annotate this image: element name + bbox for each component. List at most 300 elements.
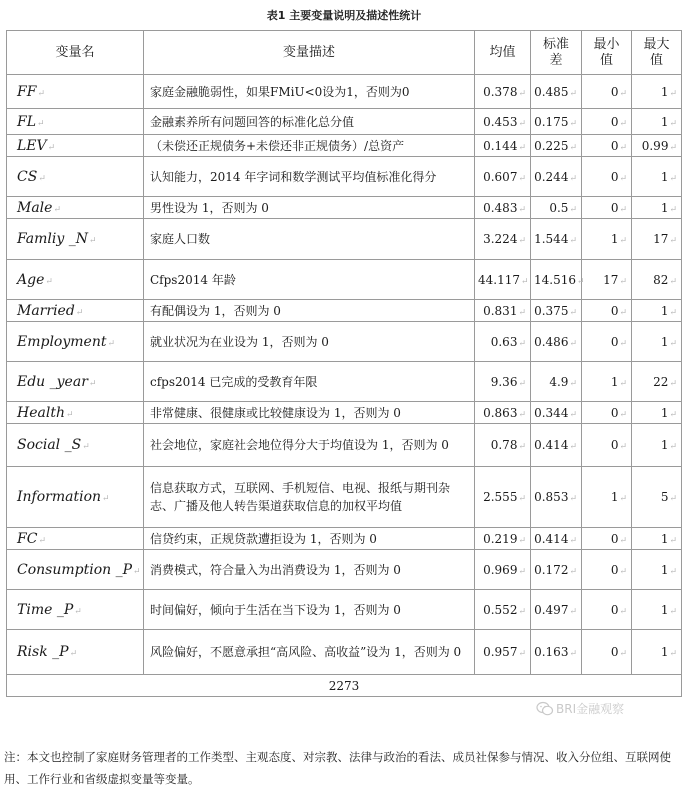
sd-cell — [531, 630, 582, 675]
paragraph-mark-icon: ↵ — [619, 442, 627, 452]
paragraph-mark-icon: ↵ — [569, 88, 577, 99]
var-desc-cell — [144, 300, 475, 322]
paragraph-mark-icon: ↵ — [521, 276, 529, 287]
paragraph-mark-icon: ↵ — [669, 649, 677, 659]
sd-cell — [531, 260, 585, 300]
paragraph-mark-icon: ↵ — [619, 88, 627, 99]
max-cell — [632, 402, 682, 424]
mean-cell — [475, 402, 531, 424]
paragraph-mark-icon: ↵ — [619, 276, 627, 287]
max-cell — [632, 630, 682, 675]
paragraph-mark-icon: ↵ — [669, 88, 677, 99]
min-cell — [582, 300, 632, 322]
max-cell-text: 1 — [660, 562, 669, 577]
var-desc-cell — [144, 197, 475, 219]
mean-cell-text: 0.219 — [483, 531, 518, 546]
var-name-cell — [7, 322, 144, 362]
var-desc-cell — [144, 157, 475, 197]
sd-cell — [531, 362, 582, 402]
min-cell — [582, 135, 632, 157]
paragraph-mark-icon: ↵ — [518, 606, 526, 617]
min-cell — [582, 197, 632, 219]
var-name-cell-text: Employment — [17, 333, 107, 350]
min-cell-text: 1 — [610, 374, 619, 389]
paragraph-mark-icon: ↵ — [88, 378, 97, 389]
paragraph-mark-icon: ↵ — [102, 494, 110, 504]
mean-cell — [475, 260, 531, 300]
wechat-icon — [536, 701, 554, 717]
paragraph-mark-icon: ↵ — [669, 307, 677, 318]
paragraph-mark-icon: ↵ — [669, 442, 677, 452]
paragraph-mark-icon: ↵ — [518, 118, 526, 129]
sd-cell-text: 0.5 — [549, 200, 569, 215]
paragraph-mark-icon: ↵ — [569, 338, 577, 349]
header-row — [7, 31, 682, 75]
var-desc-cell — [144, 550, 475, 590]
min-cell — [582, 528, 632, 550]
paragraph-mark-icon: ↵ — [569, 409, 577, 420]
paragraph-mark-icon: ↵ — [619, 494, 627, 504]
var-desc-cell — [144, 590, 475, 630]
var-desc-cell-text: 家庭金融脆弱性，如果FMiU<0设为1，否则为0 — [150, 84, 410, 99]
var-name-cell — [7, 197, 144, 219]
max-cell-text: 1 — [660, 334, 669, 349]
paragraph-mark-icon: ↵ — [518, 494, 526, 504]
var-desc-cell-text: 信息获取方式，互联网、手机短信、电视、报纸与期刊杂志、广播及他人转告渠道获取信息的加权平均值 — [150, 481, 451, 513]
paragraph-mark-icon: ↵ — [569, 118, 577, 129]
paragraph-mark-icon: ↵ — [619, 307, 627, 318]
table-row — [7, 157, 682, 197]
paragraph-mark-icon: ↵ — [669, 409, 677, 420]
mean-cell — [475, 157, 531, 197]
paragraph-mark-icon: ↵ — [569, 236, 577, 246]
stats-table — [6, 30, 682, 697]
sample-size: 2273 — [328, 678, 360, 693]
var-name-cell-text: Time _P — [17, 601, 74, 618]
mean-cell — [475, 590, 531, 630]
mean-cell-text: 0.63 — [490, 334, 518, 349]
max-cell-text: 1 — [660, 405, 669, 420]
table-row — [7, 197, 682, 219]
max-cell — [632, 424, 682, 467]
var-desc-cell-text: 认知能力，2014 年字词和数学测试平均值标准化得分 — [150, 169, 437, 184]
max-cell-text: 1 — [660, 114, 669, 129]
var-desc-cell-text: 男性设为 1，否则为 0 — [150, 200, 269, 215]
min-cell-text: 17 — [603, 272, 619, 287]
var-name-cell-text: Social _S — [17, 437, 82, 453]
sd-cell — [531, 402, 582, 424]
paragraph-mark-icon: ↵ — [107, 338, 116, 349]
mean-cell-text: 0.144 — [483, 138, 518, 153]
mean-cell-text: 0.957 — [483, 645, 518, 659]
paragraph-mark-icon: ↵ — [569, 566, 577, 577]
paragraph-mark-icon: ↵ — [619, 535, 627, 546]
var-name-cell — [7, 467, 144, 528]
var-name-cell — [7, 300, 144, 322]
mean-cell — [475, 362, 531, 402]
var-name-cell-text: FL — [17, 113, 37, 130]
header-sd-text: 标准差 — [542, 36, 569, 68]
max-cell-text: 1 — [660, 200, 669, 215]
paragraph-mark-icon: ↵ — [619, 236, 627, 246]
mean-cell-text: 0.831 — [483, 303, 518, 318]
sd-cell — [531, 157, 582, 197]
header-max-text: 最大值 — [643, 36, 670, 68]
paragraph-mark-icon: ↵ — [38, 173, 46, 184]
max-cell — [632, 109, 682, 135]
paragraph-mark-icon: ↵ — [569, 649, 577, 659]
var-name-cell-text: Health — [17, 404, 65, 421]
table-row — [7, 402, 682, 424]
min-cell-text: 0 — [610, 138, 619, 153]
max-cell-text: 0.99 — [641, 138, 669, 153]
sd-cell-text: 0.175 — [534, 114, 569, 129]
var-desc-cell — [144, 75, 475, 109]
paragraph-mark-icon: ↵ — [669, 276, 677, 287]
mean-cell — [475, 467, 531, 528]
min-cell — [582, 590, 632, 630]
paragraph-mark-icon: ↵ — [518, 307, 526, 318]
table-row — [7, 467, 682, 528]
var-name-cell — [7, 135, 144, 157]
table-row — [7, 362, 682, 402]
var-desc-cell — [144, 109, 475, 135]
max-cell-text: 22 — [653, 374, 669, 389]
max-cell — [632, 528, 682, 550]
var-desc-cell — [144, 322, 475, 362]
total-cell — [7, 675, 682, 697]
min-cell — [582, 467, 632, 528]
sd-cell-text: 0.375 — [534, 303, 569, 318]
mean-cell — [475, 424, 531, 467]
paragraph-mark-icon: ↵ — [669, 173, 677, 184]
var-name-cell-text: Consumption _P — [17, 561, 133, 578]
mean-cell — [475, 135, 531, 157]
var-desc-cell — [144, 362, 475, 402]
header-sd — [531, 31, 582, 75]
table-row — [7, 590, 682, 630]
paragraph-mark-icon: ↵ — [88, 236, 97, 246]
var-desc-cell-text: 非常健康、很健康或比较健康设为 1，否则为 0 — [150, 405, 401, 420]
max-cell — [632, 322, 682, 362]
table-row — [7, 322, 682, 362]
var-name-cell-text: FC — [17, 530, 38, 547]
table-row — [7, 300, 682, 322]
var-name-cell-text: Edu _year — [17, 373, 88, 390]
sd-cell — [531, 322, 582, 362]
paragraph-mark-icon: ↵ — [669, 566, 677, 577]
mean-cell-text: 0.969 — [483, 562, 518, 577]
paragraph-mark-icon: ↵ — [518, 338, 526, 349]
min-cell-text: 0 — [610, 438, 619, 452]
mean-cell-text: 0.552 — [483, 602, 518, 617]
mean-cell-text: 0.378 — [483, 84, 518, 99]
min-cell — [582, 550, 632, 590]
sd-cell — [531, 528, 582, 550]
sd-cell-text: 0.163 — [534, 645, 569, 659]
paragraph-mark-icon: ↵ — [669, 378, 677, 389]
paragraph-mark-icon: ↵ — [569, 606, 577, 617]
sd-cell — [531, 550, 582, 590]
paragraph-mark-icon: ↵ — [569, 378, 577, 389]
max-cell-text: 1 — [660, 438, 669, 452]
sd-cell-text: 0.485 — [534, 84, 569, 99]
var-name-cell-text: Age — [17, 271, 45, 288]
table-row — [7, 550, 682, 590]
paragraph-mark-icon: ↵ — [669, 338, 677, 349]
paragraph-mark-icon: ↵ — [619, 409, 627, 420]
sd-cell — [531, 197, 582, 219]
paragraph-mark-icon: ↵ — [619, 566, 627, 577]
max-cell-text: 82 — [653, 272, 669, 287]
header-mean: 均值 — [475, 31, 531, 75]
sd-cell-text: 0.344 — [534, 405, 569, 420]
sd-cell — [531, 135, 582, 157]
var-desc-cell-text: 有配偶设为 1，否则为 0 — [150, 303, 281, 318]
header-name: 变量名 — [7, 31, 144, 75]
table-row — [7, 135, 682, 157]
paragraph-mark-icon: ↵ — [69, 649, 78, 659]
var-desc-cell-text: 消费模式，符合量入为出消费设为 1，否则为 0 — [150, 562, 401, 577]
var-name-cell — [7, 219, 144, 260]
var-desc-cell — [144, 402, 475, 424]
sd-cell — [531, 109, 582, 135]
paragraph-mark-icon: ↵ — [518, 378, 526, 389]
paragraph-mark-icon: ↵ — [619, 606, 627, 617]
var-desc-cell-text: 就业状况为在业设为 1，否则为 0 — [150, 334, 329, 349]
mean-cell — [475, 630, 531, 675]
var-name-cell-text: Information — [17, 489, 102, 505]
sd-cell — [531, 219, 582, 260]
min-cell-text: 0 — [610, 84, 619, 99]
table-row — [7, 528, 682, 550]
watermark — [536, 700, 686, 720]
paragraph-mark-icon: ↵ — [74, 606, 82, 617]
paragraph-mark-icon: ↵ — [38, 535, 46, 546]
sd-cell-text: 1.544 — [534, 232, 569, 246]
min-cell-text: 0 — [610, 405, 619, 420]
table-row — [7, 75, 682, 109]
mean-cell — [475, 322, 531, 362]
max-cell — [632, 135, 682, 157]
max-cell-text: 1 — [660, 602, 669, 617]
var-desc-cell — [144, 528, 475, 550]
var-name-cell-text: Risk _P — [17, 644, 69, 660]
var-name-cell — [7, 550, 144, 590]
min-cell — [582, 362, 632, 402]
sd-cell-text: 0.414 — [534, 438, 569, 452]
sd-cell-text: 0.853 — [534, 490, 569, 504]
paragraph-mark-icon: ↵ — [569, 494, 577, 504]
max-cell-text: 1 — [660, 645, 669, 659]
min-cell-text: 0 — [610, 303, 619, 318]
mean-cell — [475, 219, 531, 260]
var-desc-cell-text: Cfps2014 年龄 — [150, 272, 236, 287]
paragraph-mark-icon: ↵ — [569, 307, 577, 318]
max-cell — [632, 362, 682, 402]
var-desc-cell-text: 信贷约束，正规贷款遭拒设为 1，否则为 0 — [150, 531, 377, 546]
paragraph-mark-icon: ↵ — [669, 118, 677, 129]
var-desc-cell — [144, 630, 475, 675]
sd-cell-text: 0.486 — [534, 334, 569, 349]
sd-cell-text: 0.172 — [534, 562, 569, 577]
header-desc: 变量描述 — [144, 31, 475, 75]
min-cell-text: 0 — [610, 200, 619, 215]
paragraph-mark-icon: ↵ — [569, 142, 577, 153]
paragraph-mark-icon: ↵ — [518, 204, 526, 215]
table-note: 注：本文也控制了家庭财务管理者的工作类型、主观态度、对宗教、法律与政治的看法、成员社保参与情况、收入分位组、互联网使用、工作行业和省级虚拟变量等变量。 — [4, 750, 671, 786]
paragraph-mark-icon: ↵ — [133, 566, 141, 577]
sd-cell — [531, 300, 582, 322]
sd-cell-text: 4.9 — [549, 374, 569, 389]
paragraph-mark-icon: ↵ — [569, 535, 577, 546]
paragraph-mark-icon: ↵ — [569, 173, 577, 184]
paragraph-mark-icon: ↵ — [518, 566, 526, 577]
var-name-cell — [7, 75, 144, 109]
max-cell — [632, 467, 682, 528]
var-desc-cell-text: 风险偏好，不愿意承担“高风险、高收益”设为 1，否则为 0 — [150, 645, 462, 659]
var-desc-cell — [144, 467, 475, 528]
min-cell — [582, 219, 632, 260]
mean-cell-text: 44.117 — [478, 272, 520, 287]
paragraph-mark-icon: ↵ — [518, 142, 526, 153]
max-cell-text: 1 — [660, 84, 669, 99]
min-cell — [582, 402, 632, 424]
max-cell — [632, 590, 682, 630]
sd-cell-text: 0.225 — [534, 138, 569, 153]
paragraph-mark-icon: ↵ — [45, 276, 53, 287]
min-cell — [582, 260, 632, 300]
mean-cell — [475, 75, 531, 109]
max-cell-text: 5 — [660, 490, 669, 504]
sd-cell — [531, 424, 582, 467]
paragraph-mark-icon: ↵ — [518, 442, 526, 452]
var-name-cell — [7, 630, 144, 675]
paragraph-mark-icon: ↵ — [518, 535, 526, 546]
var-name-cell — [7, 402, 144, 424]
min-cell-text: 0 — [610, 334, 619, 349]
mean-cell-text: 9.36 — [490, 374, 518, 389]
table-row — [7, 109, 682, 135]
paragraph-mark-icon: ↵ — [37, 118, 45, 129]
paragraph-mark-icon: ↵ — [518, 88, 526, 99]
var-name-cell — [7, 362, 144, 402]
var-name-cell — [7, 260, 144, 300]
header-max — [632, 31, 682, 75]
mean-cell-text: 3.224 — [483, 232, 518, 246]
table-row — [7, 424, 682, 467]
paragraph-mark-icon: ↵ — [619, 204, 627, 215]
paragraph-mark-icon: ↵ — [619, 118, 627, 129]
var-desc-cell — [144, 424, 475, 467]
var-desc-cell-text: 社会地位，家庭社会地位得分大于均值设为 1，否则为 0 — [150, 438, 449, 452]
paragraph-mark-icon: ↵ — [669, 535, 677, 546]
max-cell-text: 1 — [660, 303, 669, 318]
mean-cell — [475, 550, 531, 590]
header-min-text: 最小值 — [593, 36, 620, 68]
paragraph-mark-icon: ↵ — [619, 338, 627, 349]
var-name-cell-text: Male — [17, 199, 53, 216]
paragraph-mark-icon: ↵ — [577, 276, 585, 287]
mean-cell — [475, 528, 531, 550]
paragraph-mark-icon: ↵ — [619, 378, 627, 389]
sd-cell-text: 0.244 — [534, 169, 569, 184]
var-name-cell-text: CS — [17, 168, 38, 185]
watermark-text: BRI金融观察 — [556, 702, 625, 716]
min-cell-text: 0 — [610, 169, 619, 184]
paragraph-mark-icon: ↵ — [669, 236, 677, 246]
var-desc-cell — [144, 260, 475, 300]
min-cell-text: 0 — [610, 602, 619, 617]
header-min — [582, 31, 632, 75]
var-name-cell — [7, 590, 144, 630]
var-desc-cell — [144, 219, 475, 260]
var-desc-cell-text: 家庭人口数 — [150, 232, 211, 246]
min-cell — [582, 322, 632, 362]
paragraph-mark-icon: ↵ — [75, 307, 84, 318]
sd-cell-text: 0.414 — [534, 531, 569, 546]
max-cell — [632, 197, 682, 219]
paragraph-mark-icon: ↵ — [619, 173, 627, 184]
max-cell — [632, 260, 682, 300]
max-cell-text: 17 — [653, 232, 669, 246]
paragraph-mark-icon: ↵ — [518, 236, 526, 246]
paragraph-mark-icon: ↵ — [569, 442, 577, 452]
max-cell — [632, 219, 682, 260]
mean-cell — [475, 197, 531, 219]
min-cell-text: 1 — [610, 232, 619, 246]
var-desc-cell-text: 时间偏好，倾向于生活在当下设为 1，否则为 0 — [150, 602, 401, 617]
var-name-cell — [7, 528, 144, 550]
var-desc-cell-text: cfps2014 已完成的受教育年限 — [150, 374, 318, 389]
paragraph-mark-icon: ↵ — [518, 173, 526, 184]
max-cell — [632, 157, 682, 197]
max-cell — [632, 75, 682, 109]
sd-cell — [531, 590, 582, 630]
paragraph-mark-icon: ↵ — [669, 204, 677, 215]
sd-cell — [531, 467, 582, 528]
var-name-cell-text: FF — [17, 83, 37, 100]
var-desc-cell — [144, 135, 475, 157]
paragraph-mark-icon: ↵ — [53, 204, 61, 215]
max-cell — [632, 300, 682, 322]
mean-cell — [475, 109, 531, 135]
mean-cell-text: 0.78 — [490, 438, 518, 452]
paragraph-mark-icon: ↵ — [37, 88, 45, 99]
var-name-cell-text: LEV — [17, 137, 47, 154]
mean-cell-text: 0.453 — [483, 114, 518, 129]
min-cell — [582, 109, 632, 135]
max-cell — [632, 550, 682, 590]
min-cell-text: 0 — [610, 645, 619, 659]
min-cell — [582, 157, 632, 197]
min-cell-text: 0 — [610, 114, 619, 129]
max-cell-text: 1 — [660, 531, 669, 546]
var-name-cell — [7, 424, 144, 467]
paragraph-mark-icon: ↵ — [669, 142, 677, 153]
mean-cell — [475, 300, 531, 322]
var-name-cell — [7, 157, 144, 197]
total-row — [7, 675, 682, 697]
var-name-cell — [7, 109, 144, 135]
paragraph-mark-icon: ↵ — [669, 606, 677, 617]
paragraph-mark-icon: ↵ — [619, 142, 627, 153]
min-cell-text: 1 — [610, 490, 619, 504]
var-desc-cell-text: （未偿还正规债务+未偿还非正规债务）/总资产 — [150, 138, 405, 153]
var-name-cell-text: Famliy _N — [17, 231, 88, 247]
sd-cell-text: 14.516 — [534, 272, 576, 287]
max-cell-text: 1 — [660, 169, 669, 184]
